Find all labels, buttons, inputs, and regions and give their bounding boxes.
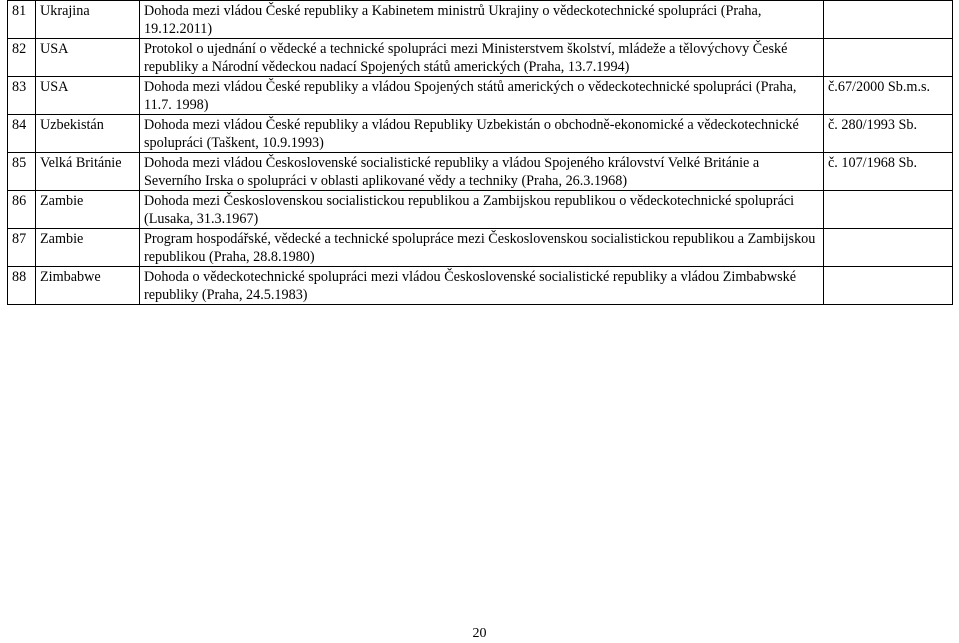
table-row <box>8 267 953 305</box>
row-agreement-title: Program hospodářské, vědecké a technické spolupráce mezi Československou socialistickou republikou a Zambijskou republikou (Praha, 28.8.1980) <box>140 229 824 267</box>
row-reference <box>824 1 953 39</box>
page-number: 20 <box>472 626 487 641</box>
row-number: 83 <box>8 77 36 115</box>
row-agreement-title: Dohoda mezi vládou České republiky a Kabinetem ministrů Ukrajiny o vědeckotechnické spolupráci (Praha, 19.12.2011) <box>140 1 824 39</box>
row-country: USA <box>36 39 140 77</box>
row-country: Ukrajina <box>36 1 140 39</box>
row-country: Zambie <box>36 191 140 229</box>
row-country: Uzbekistán <box>36 115 140 153</box>
row-agreement-title: Dohoda mezi Československou socialistickou republikou a Zambijskou republikou o vědeckotechnické spolupráci (Lusaka, 31.3.1967) <box>140 191 824 229</box>
table-row <box>8 153 953 191</box>
row-country: USA <box>36 77 140 115</box>
row-agreement-title: Dohoda o vědeckotechnické spolupráci mezi vládou Československé socialistické republiky a vládou Zimbabwské republiky (Praha, 24.5.1983) <box>140 267 824 305</box>
row-reference: č. 280/1993 Sb. <box>824 115 953 153</box>
row-number: 81 <box>8 1 36 39</box>
row-agreement-title: Dohoda mezi vládou České republiky a vládou Spojených států amerických o vědeckotechnické spolupráci (Praha, 11.7. 1998) <box>140 77 824 115</box>
row-country: Zambie <box>36 229 140 267</box>
row-reference <box>824 191 953 229</box>
agreements-table <box>7 0 953 305</box>
row-reference <box>824 229 953 267</box>
row-country: Zimbabwe <box>36 267 140 305</box>
table-row <box>8 229 953 267</box>
table-row <box>8 39 953 77</box>
table-row <box>8 1 953 39</box>
row-number: 85 <box>8 153 36 191</box>
table-row <box>8 191 953 229</box>
row-number: 84 <box>8 115 36 153</box>
row-number: 86 <box>8 191 36 229</box>
row-agreement-title: Protokol o ujednání o vědecké a technické spolupráci mezi Ministerstvem školství, mládeže a tělovýchovy České republiky a Národní vědeckou nadací Spojených států amerických (Praha, 13.7.1994) <box>140 39 824 77</box>
row-reference: č.67/2000 Sb.m.s. <box>824 77 953 115</box>
row-number: 87 <box>8 229 36 267</box>
table-row <box>8 115 953 153</box>
row-number: 82 <box>8 39 36 77</box>
row-number: 88 <box>8 267 36 305</box>
row-country: Velká Británie <box>36 153 140 191</box>
row-agreement-title: Dohoda mezi vládou České republiky a vládou Republiky Uzbekistán o obchodně-ekonomické a vědeckotechnické spolupráci (Taškent, 10.9.1993) <box>140 115 824 153</box>
row-reference <box>824 267 953 305</box>
row-agreement-title: Dohoda mezi vládou Československé socialistické republiky a vládou Spojeného království Velké Británie a Severního Irska o spolupráci v oblasti aplikované vědy a techniky (Praha, 26.3.1968) <box>140 153 824 191</box>
row-reference: č. 107/1968 Sb. <box>824 153 953 191</box>
table-row <box>8 77 953 115</box>
row-reference <box>824 39 953 77</box>
